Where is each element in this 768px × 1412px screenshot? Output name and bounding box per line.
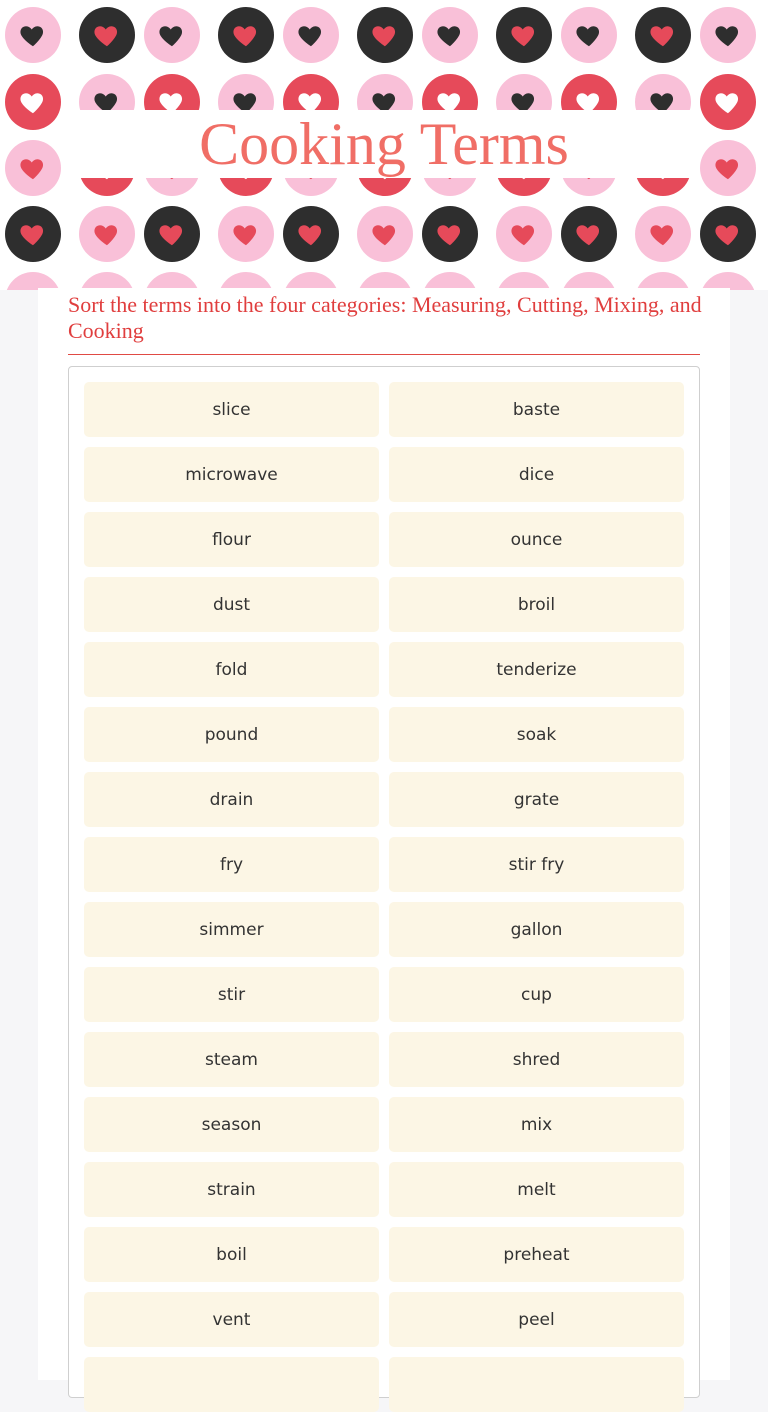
term-card[interactable]: melt <box>389 1162 684 1217</box>
term-card[interactable]: drain <box>84 772 379 827</box>
heart-icon <box>422 206 478 262</box>
heart-icon <box>5 140 61 196</box>
heart-icon <box>283 7 339 63</box>
terms-grid <box>84 382 684 1412</box>
heart-icon <box>144 7 200 63</box>
term-card[interactable]: soak <box>389 707 684 762</box>
heart-icon <box>561 7 617 63</box>
terms-panel <box>68 366 700 1398</box>
term-card[interactable]: flour <box>84 512 379 567</box>
heart-icon <box>79 206 135 262</box>
term-card[interactable]: microwave <box>84 447 379 502</box>
term-card[interactable]: grate <box>389 772 684 827</box>
term-card[interactable]: mix <box>389 1097 684 1152</box>
heart-icon <box>79 7 135 63</box>
term-card[interactable]: simmer <box>84 902 379 957</box>
heart-icon <box>635 7 691 63</box>
heart-icon <box>561 206 617 262</box>
heart-icon <box>218 7 274 63</box>
heart-icon <box>357 206 413 262</box>
term-card[interactable]: dice <box>389 447 684 502</box>
term-card[interactable]: peel <box>389 1292 684 1347</box>
term-card[interactable]: broil <box>389 577 684 632</box>
heart-icon <box>283 206 339 262</box>
term-card[interactable]: strain <box>84 1162 379 1217</box>
heart-icon <box>635 206 691 262</box>
term-card[interactable]: tenderize <box>389 642 684 697</box>
heart-icon <box>218 206 274 262</box>
term-card[interactable]: vent <box>84 1292 379 1347</box>
term-card[interactable]: pound <box>84 707 379 762</box>
heart-icon <box>144 206 200 262</box>
instructions-text: Sort the terms into the four categories: Measuring, Cutting, Mixing, and Cooking <box>68 292 702 343</box>
heart-icon <box>700 206 756 262</box>
term-card[interactable]: stir <box>84 967 379 1022</box>
heart-icon <box>700 74 756 130</box>
heart-icon <box>357 7 413 63</box>
heart-icon <box>5 74 61 130</box>
term-card[interactable]: ounce <box>389 512 684 567</box>
heart-icon <box>5 206 61 262</box>
term-card[interactable]: fold <box>84 642 379 697</box>
term-card[interactable]: gallon <box>389 902 684 957</box>
page-title: Cooking Terms <box>199 111 569 177</box>
term-card[interactable]: boil <box>84 1227 379 1282</box>
term-card[interactable]: slice <box>84 382 379 437</box>
term-card[interactable]: preheat <box>389 1227 684 1282</box>
term-card[interactable]: fry <box>84 837 379 892</box>
title-box <box>76 110 692 178</box>
heart-icon <box>496 7 552 63</box>
heart-icon <box>5 7 61 63</box>
term-card[interactable]: baste <box>389 382 684 437</box>
term-card[interactable] <box>389 1357 684 1412</box>
term-card[interactable]: dust <box>84 577 379 632</box>
divider <box>68 354 700 355</box>
term-card[interactable]: steam <box>84 1032 379 1087</box>
term-card[interactable]: season <box>84 1097 379 1152</box>
heart-icon <box>700 7 756 63</box>
activity-content <box>38 288 730 1380</box>
heart-icon <box>496 206 552 262</box>
term-card[interactable]: cup <box>389 967 684 1022</box>
term-card[interactable] <box>84 1357 379 1412</box>
heart-icon <box>700 140 756 196</box>
term-card[interactable]: stir fry <box>389 837 684 892</box>
heart-icon <box>422 7 478 63</box>
term-card[interactable]: shred <box>389 1032 684 1087</box>
